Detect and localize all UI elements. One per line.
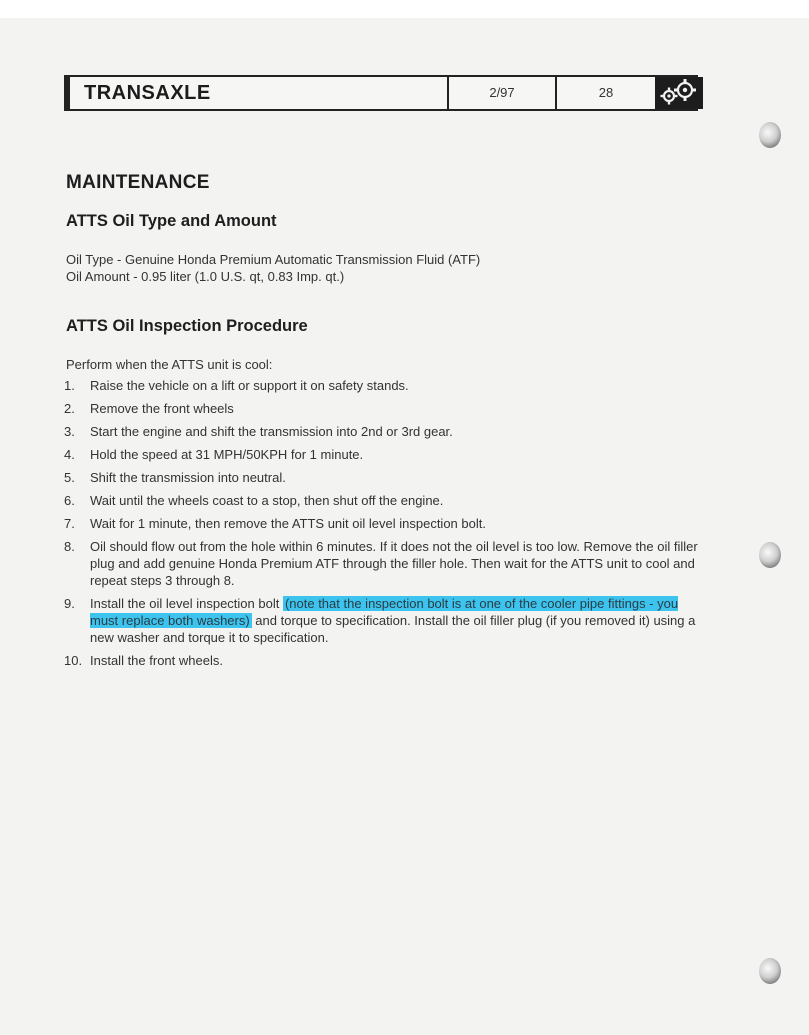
oil-type-heading: ATTS Oil Type and Amount xyxy=(66,212,277,230)
header-page-number: 28 xyxy=(555,77,655,109)
binder-hole-top xyxy=(759,122,781,148)
step-item xyxy=(64,400,704,417)
oil-type-line: Oil Type - Genuine Honda Premium Automatic Transmission Fluid (ATF) xyxy=(66,252,481,267)
header-date: 2/97 xyxy=(447,77,555,109)
step-number: 10. xyxy=(64,653,83,668)
step-item xyxy=(64,423,704,440)
step-text-before: Install the oil level inspection bolt xyxy=(90,596,283,611)
step-number: 5. xyxy=(64,470,75,485)
step-number: 4. xyxy=(64,447,75,462)
step-item xyxy=(64,595,704,646)
page-header xyxy=(64,75,698,111)
highlighted-note: (note that the inspection bolt is at one of the cooler pipe fittings - you must replace both washers) xyxy=(90,596,679,628)
header-title: TRANSAXLE xyxy=(66,77,447,109)
step-item xyxy=(64,515,704,532)
step-text xyxy=(90,595,704,646)
step-number: 6. xyxy=(64,493,75,508)
step-number: 2. xyxy=(64,401,75,416)
step-item xyxy=(64,446,704,463)
step-text: Start the engine and shift the transmission into 2nd or 3rd gear. xyxy=(90,424,453,439)
step-number: 9. xyxy=(64,596,75,611)
step-text: Raise the vehicle on a lift or support it on safety stands. xyxy=(90,378,409,393)
step-item xyxy=(64,469,704,486)
step-text: Install the front wheels. xyxy=(90,653,223,668)
oil-amount-line: Oil Amount - 0.95 liter (1.0 U.S. qt, 0.83 Imp. qt.) xyxy=(66,269,345,284)
step-text: Remove the front wheels xyxy=(90,401,234,416)
inspection-heading: ATTS Oil Inspection Procedure xyxy=(66,317,308,335)
gears-icon xyxy=(655,77,703,109)
step-item xyxy=(64,652,704,669)
step-text: Shift the transmission into neutral. xyxy=(90,470,286,485)
step-text: Oil should flow out from the hole within 6 minutes. If it does not the oil level is too low. Remove the oil filler plug and add genuine Honda Premium ATF through the filler hole. Then wait for the ATTS unit to cool and repeat steps 3 through 8. xyxy=(90,539,698,588)
inspection-intro: Perform when the ATTS unit is cool: xyxy=(66,357,273,372)
step-text: Hold the speed at 31 MPH/50KPH for 1 minute. xyxy=(90,447,364,462)
step-item xyxy=(64,492,704,509)
step-text-after: and torque to specification. Install the oil filler plug (if you removed it) using a new washer and torque it to specification. xyxy=(90,613,696,645)
step-number: 7. xyxy=(64,516,75,531)
step-text: Wait until the wheels coast to a stop, then shut off the engine. xyxy=(90,493,444,508)
section-title: MAINTENANCE xyxy=(66,172,210,193)
binder-hole-middle xyxy=(759,542,781,568)
step-number: 1. xyxy=(64,378,75,393)
step-number: 8. xyxy=(64,539,75,554)
procedure-steps xyxy=(64,377,704,675)
step-item xyxy=(64,377,704,394)
step-text: Wait for 1 minute, then remove the ATTS unit oil level inspection bolt. xyxy=(90,516,486,531)
binder-hole-bottom xyxy=(759,958,781,984)
step-item xyxy=(64,538,704,589)
step-number: 3. xyxy=(64,424,75,439)
